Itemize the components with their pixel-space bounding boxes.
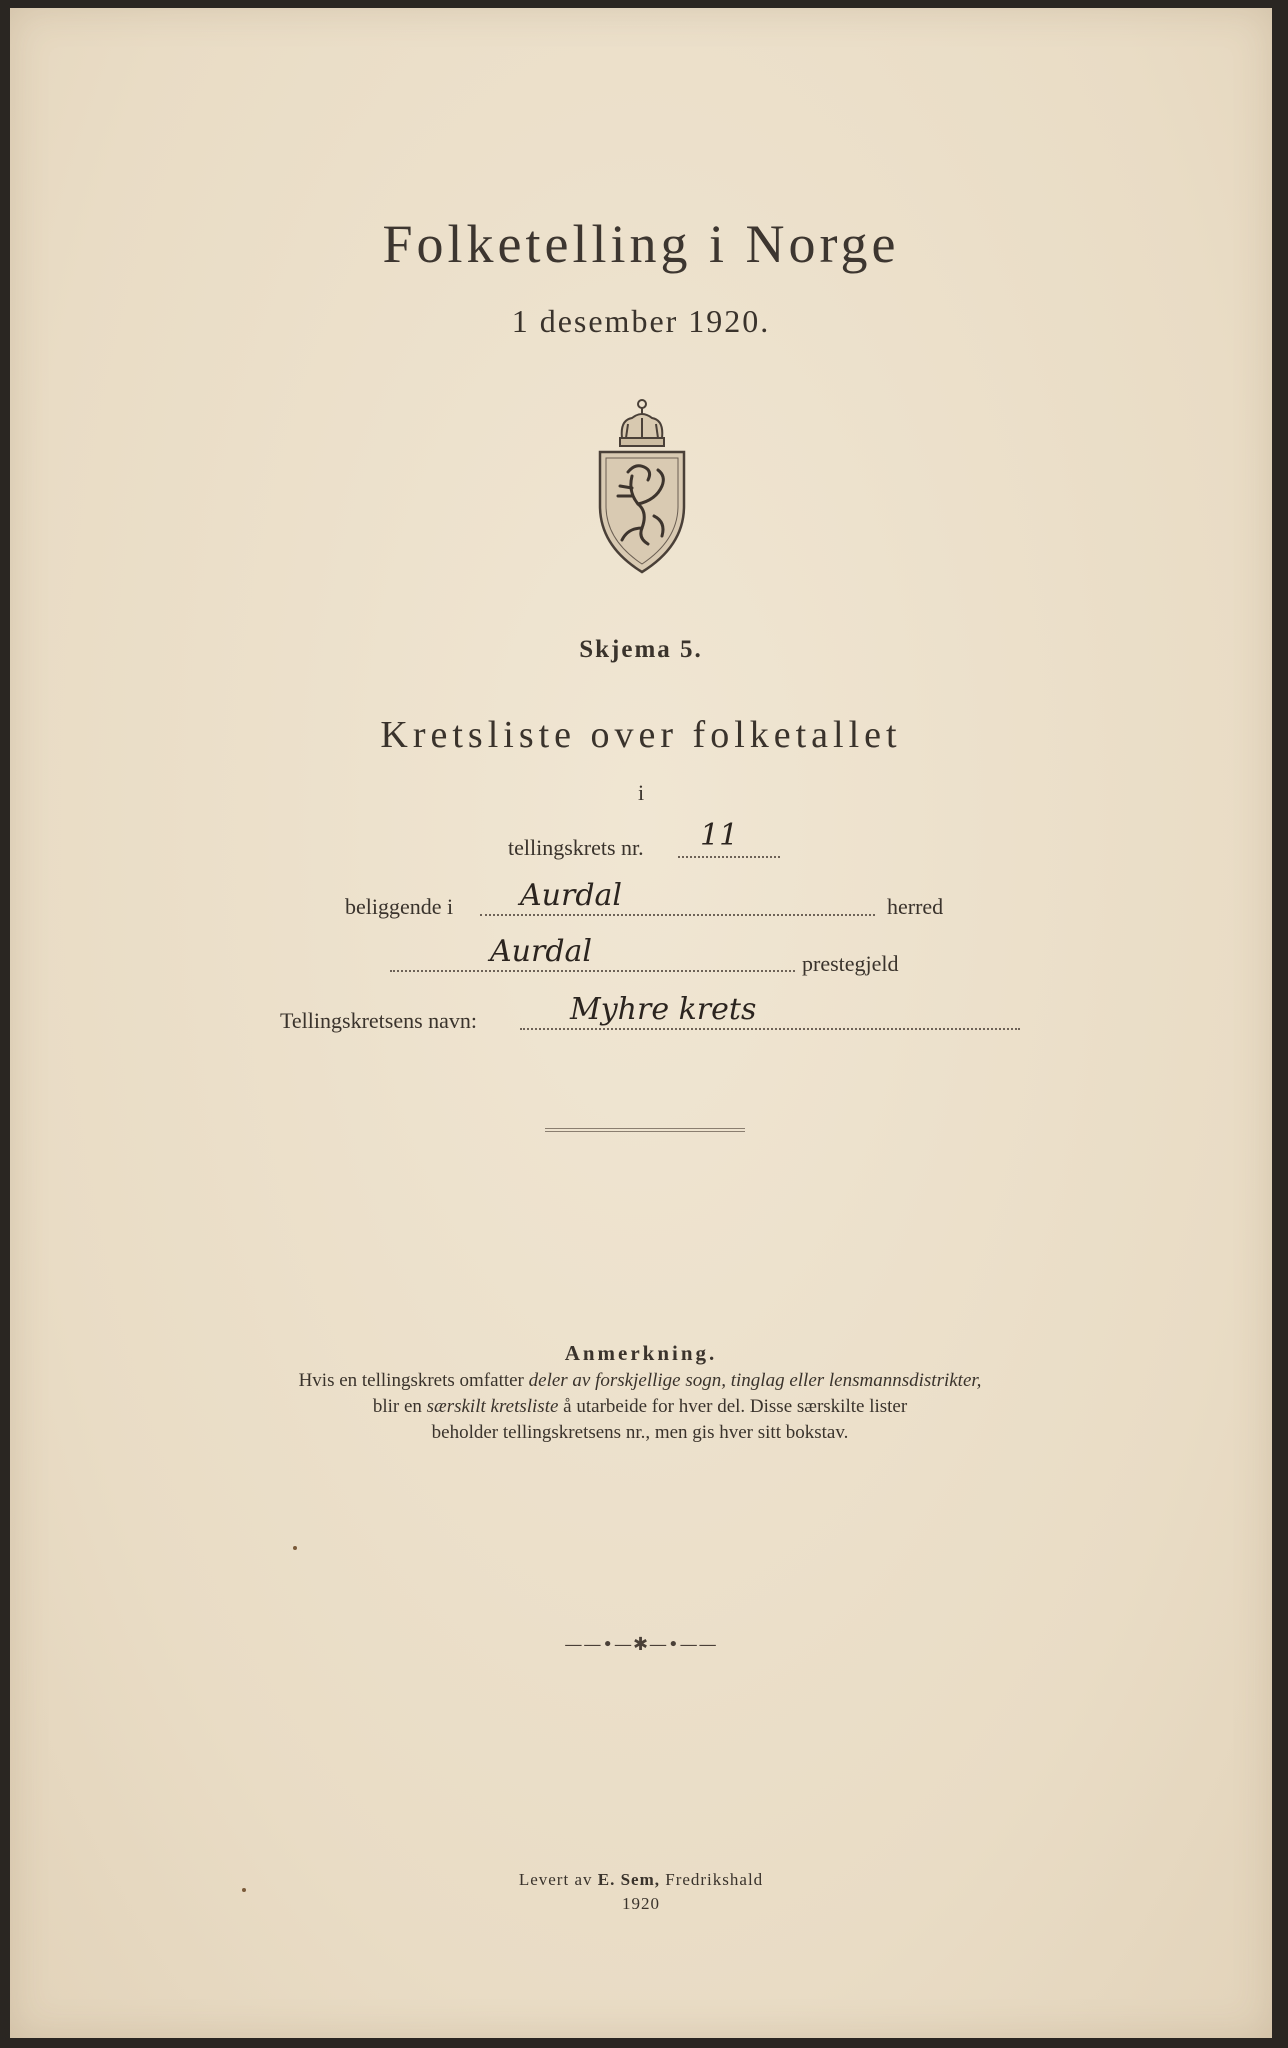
- note-line-1: Hvis en tellingskrets omfatter deler av forskjellige sogn, tinglag eller lensmannsdistrikter,: [298, 1370, 982, 1391]
- navn-value: Myhre krets: [570, 992, 757, 1027]
- section-divider: [545, 1128, 745, 1132]
- krets-label: tellingskrets nr.: [508, 835, 644, 860]
- note-line-3: beholder tellingskretsens nr., men gis hver sitt bokstav.: [431, 1422, 849, 1443]
- document-title: Folketelling i Norge: [382, 214, 900, 274]
- form-heading: Kretsliste over folketallet: [380, 714, 902, 756]
- printer-year: 1920: [622, 1894, 660, 1913]
- note-line-2: blir en særskilt kretsliste å utarbeide for hver del. Disse særskilte lister: [372, 1396, 908, 1417]
- beliggende-value: Aurdal: [520, 878, 623, 913]
- paper-speck: [242, 1888, 246, 1892]
- paper-speck: [293, 1546, 297, 1550]
- note-title: Anmerkning.: [564, 1341, 718, 1365]
- norwegian-coat-of-arms-icon: [592, 396, 692, 576]
- prestegjeld-dotted-line: [390, 970, 795, 972]
- connector-word: i: [637, 780, 645, 805]
- krets-dotted-line: [678, 856, 780, 858]
- prestegjeld-label: prestegjeld: [802, 951, 899, 976]
- census-form-page: [10, 8, 1272, 2038]
- navn-label: Tellingskretsens navn:: [280, 1008, 478, 1033]
- beliggende-label: beliggende i: [345, 894, 454, 919]
- prestegjeld-value: Aurdal: [490, 934, 593, 969]
- note-text: [180, 1368, 1100, 1446]
- herred-label: herred: [887, 894, 944, 919]
- schema-number: Skjema 5.: [579, 636, 703, 663]
- document-date: 1 desember 1920.: [511, 303, 771, 339]
- navn-dotted-line: [520, 1028, 1020, 1030]
- ornament-divider: ——•—✱—•——: [564, 1634, 718, 1655]
- krets-value: 11: [700, 818, 739, 853]
- beliggende-dotted-line: [480, 914, 875, 916]
- printer-imprint: Levert av E. Sem, Fredrikshald: [518, 1870, 764, 1889]
